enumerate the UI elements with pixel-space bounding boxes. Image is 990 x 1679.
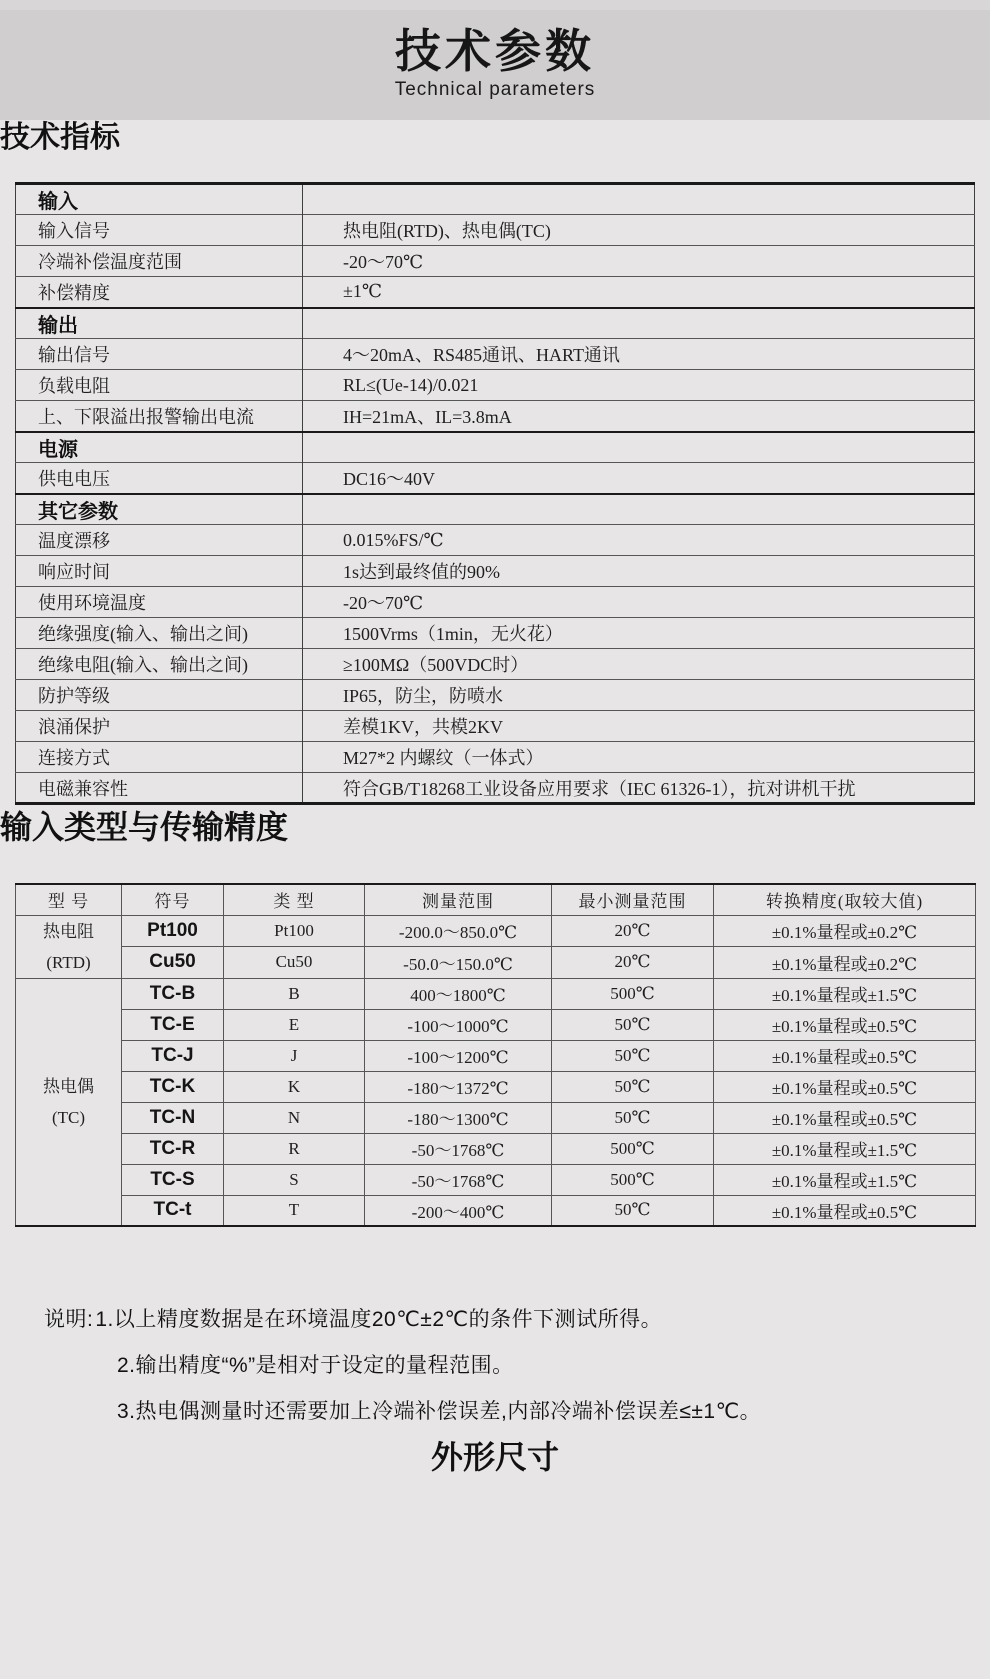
- table-row: [16, 773, 975, 804]
- model-group-rtd: [16, 915, 122, 978]
- type-cell: E: [224, 1009, 365, 1040]
- table-row: [16, 370, 975, 401]
- table-row: [16, 1040, 976, 1071]
- column-header-min-range: 最小测量范围: [552, 884, 714, 915]
- table-row: [16, 556, 975, 587]
- symbol-cell: TC-B: [122, 978, 224, 1009]
- column-header-range: 测量范围: [365, 884, 552, 915]
- spec-label: 电磁兼容性: [16, 773, 303, 804]
- type-cell: Pt100: [224, 915, 365, 947]
- table-row: [16, 618, 975, 649]
- spec-section-label: 输入: [16, 184, 303, 215]
- accuracy-cell: ±0.1%量程或±1.5℃: [714, 1133, 976, 1164]
- note-line: 2.输出精度“%”是相对于设定的量程范围。: [117, 1354, 514, 1377]
- range-cell: -100～1200℃: [365, 1040, 552, 1071]
- spec-label: 输出信号: [16, 339, 303, 370]
- table-row: [16, 915, 976, 947]
- note-text: 1.以上精度数据是在环境温度20℃±2℃的条件下测试所得。: [95, 1308, 663, 1331]
- spec-value: 0.015%FS/℃: [303, 525, 975, 556]
- range-cell: -50.0～150.0℃: [365, 947, 552, 979]
- range-cell: 400～1800℃: [365, 978, 552, 1009]
- spec-section-label: 输出: [16, 308, 303, 339]
- section-heading-input-types: 输入类型与传输精度: [0, 809, 289, 845]
- table-row: [16, 947, 976, 979]
- symbol-cell: Pt100: [122, 915, 224, 947]
- spec-value: 4～20mA、RS485通讯、HART通讯: [303, 339, 975, 370]
- accuracy-cell: ±0.1%量程或±0.5℃: [714, 1195, 976, 1226]
- spec-label: 补偿精度: [16, 277, 303, 308]
- accuracy-cell: ±0.1%量程或±0.5℃: [714, 1009, 976, 1040]
- table-row: [16, 680, 975, 711]
- table-row: [16, 649, 975, 680]
- table-row: [16, 215, 975, 246]
- table-row: [16, 1102, 976, 1133]
- table-row: [16, 184, 975, 215]
- note-line: [44, 1297, 950, 1343]
- spec-value: 1s达到最终值的90%: [303, 556, 975, 587]
- range-cell: -50～1768℃: [365, 1164, 552, 1195]
- table-row: [16, 1195, 976, 1226]
- table-row: [16, 246, 975, 277]
- type-cell: S: [224, 1164, 365, 1195]
- model-label: 热电阻: [43, 921, 94, 941]
- table-row: [16, 525, 975, 556]
- spec-value: 符合GB/T18268工业设备应用要求（IEC 61326-1），抗对讲机干扰: [303, 773, 975, 804]
- type-cell: Cu50: [224, 947, 365, 979]
- spec-value: M27*2 内螺纹（一体式）: [303, 742, 975, 773]
- spec-value: -20～70℃: [303, 587, 975, 618]
- accuracy-cell: ±0.1%量程或±0.2℃: [714, 915, 976, 947]
- accuracy-cell: ±0.1%量程或±0.5℃: [714, 1040, 976, 1071]
- spec-section-label: 其它参数: [16, 494, 303, 525]
- table-row: [16, 277, 975, 308]
- min-range-cell: 50℃: [552, 1102, 714, 1133]
- symbol-cell: TC-R: [122, 1133, 224, 1164]
- symbol-cell: TC-E: [122, 1009, 224, 1040]
- spec-value: IH=21mA、IL=3.8mA: [303, 401, 975, 432]
- accuracy-cell: ±0.1%量程或±0.5℃: [714, 1071, 976, 1102]
- spec-label: 负载电阻: [16, 370, 303, 401]
- type-cell: B: [224, 978, 365, 1009]
- type-cell: R: [224, 1133, 365, 1164]
- spec-label: 浪涌保护: [16, 711, 303, 742]
- table-row: [16, 339, 975, 370]
- table-row: [16, 494, 975, 525]
- table-row: [16, 401, 975, 432]
- spec-value: RL≤(Ue-14)/0.021: [303, 370, 975, 401]
- section-heading-tech-specs: 技术指标: [0, 121, 120, 154]
- table-row: [16, 308, 975, 339]
- spec-label: 绝缘电阻(输入、输出之间): [16, 649, 303, 680]
- spec-label: 防护等级: [16, 680, 303, 711]
- spec-value: [303, 308, 975, 339]
- range-cell: -180～1372℃: [365, 1071, 552, 1102]
- symbol-cell: TC-N: [122, 1102, 224, 1133]
- spec-section-label: 电源: [16, 432, 303, 463]
- spec-value: 差模1KV，共模2KV: [303, 711, 975, 742]
- min-range-cell: 50℃: [552, 1009, 714, 1040]
- min-range-cell: 20℃: [552, 915, 714, 947]
- spec-value: ±1℃: [303, 277, 975, 308]
- section-heading-dimensions: 外形尺寸: [430, 1439, 559, 1475]
- table-row: [16, 1164, 976, 1195]
- min-range-cell: 50℃: [552, 1195, 714, 1226]
- range-cell: -180～1300℃: [365, 1102, 552, 1133]
- table-row: [16, 463, 975, 494]
- page-title: 技术参数: [395, 25, 595, 77]
- column-header-symbol: 符号: [122, 884, 224, 915]
- min-range-cell: 500℃: [552, 1133, 714, 1164]
- spec-label: 供电电压: [16, 463, 303, 494]
- page-subtitle: Technical parameters: [394, 79, 596, 100]
- table-row: [16, 432, 975, 463]
- spec-value: [303, 494, 975, 525]
- type-cell: N: [224, 1102, 365, 1133]
- table-row: [16, 1071, 976, 1102]
- model-sublabel: (RTD): [46, 952, 91, 972]
- range-cell: -50～1768℃: [365, 1133, 552, 1164]
- page-top-strip: [0, 0, 990, 10]
- spec-value: 1500Vrms（1min，无火花）: [303, 618, 975, 649]
- accuracy-cell: ±0.1%量程或±0.5℃: [714, 1102, 976, 1133]
- type-cell: J: [224, 1040, 365, 1071]
- table-row: [16, 978, 976, 1009]
- spec-label: 连接方式: [16, 742, 303, 773]
- spec-value: IP65，防尘，防喷水: [303, 680, 975, 711]
- type-cell: T: [224, 1195, 365, 1226]
- table-row: [16, 742, 975, 773]
- spec-table: [15, 182, 975, 805]
- accuracy-cell: ±0.1%量程或±0.2℃: [714, 947, 976, 979]
- spec-value: [303, 432, 975, 463]
- min-range-cell: 50℃: [552, 1071, 714, 1102]
- model-label: 热电偶: [43, 1076, 94, 1096]
- note-line: 3.热电偶测量时还需要加上冷端补偿误差,内部冷端补偿误差≤±1℃。: [117, 1400, 762, 1423]
- min-range-cell: 20℃: [552, 947, 714, 979]
- column-header-type: 类 型: [224, 884, 365, 915]
- accuracy-cell: ±0.1%量程或±1.5℃: [714, 1164, 976, 1195]
- accuracy-table: [15, 883, 976, 1227]
- spec-value: ≥100MΩ（500VDC时）: [303, 649, 975, 680]
- spec-value: DC16～40V: [303, 463, 975, 494]
- symbol-cell: TC-J: [122, 1040, 224, 1071]
- table-header-row: [16, 884, 976, 915]
- spec-label: 绝缘强度(输入、输出之间): [16, 618, 303, 649]
- min-range-cell: 500℃: [552, 1164, 714, 1195]
- spec-label: 冷端补偿温度范围: [16, 246, 303, 277]
- min-range-cell: 50℃: [552, 1040, 714, 1071]
- spec-value: [303, 184, 975, 215]
- range-cell: -100～1000℃: [365, 1009, 552, 1040]
- spec-label: 使用环境温度: [16, 587, 303, 618]
- table-row: [16, 711, 975, 742]
- column-header-model: 型 号: [16, 884, 122, 915]
- page-header-band: [0, 10, 990, 120]
- table-row: [16, 1009, 976, 1040]
- symbol-cell: Cu50: [122, 947, 224, 979]
- type-cell: K: [224, 1071, 365, 1102]
- spec-label: 温度漂移: [16, 525, 303, 556]
- note-prefix: 说明:: [44, 1308, 94, 1331]
- accuracy-cell: ±0.1%量程或±1.5℃: [714, 978, 976, 1009]
- notes-block: [44, 1297, 950, 1435]
- model-group-tc: [16, 978, 122, 1226]
- model-sublabel: (TC): [51, 1107, 86, 1127]
- spec-label: 上、下限溢出报警输出电流: [16, 401, 303, 432]
- range-cell: -200.0～850.0℃: [365, 915, 552, 947]
- column-header-accuracy: 转换精度(取较大值): [714, 884, 976, 915]
- range-cell: -200～400℃: [365, 1195, 552, 1226]
- symbol-cell: TC-t: [122, 1195, 224, 1226]
- spec-label: 输入信号: [16, 215, 303, 246]
- symbol-cell: TC-S: [122, 1164, 224, 1195]
- spec-value: 热电阻(RTD)、热电偶(TC): [303, 215, 975, 246]
- symbol-cell: TC-K: [122, 1071, 224, 1102]
- table-row: [16, 1133, 976, 1164]
- min-range-cell: 500℃: [552, 978, 714, 1009]
- spec-value: -20～70℃: [303, 246, 975, 277]
- table-row: [16, 587, 975, 618]
- spec-label: 响应时间: [16, 556, 303, 587]
